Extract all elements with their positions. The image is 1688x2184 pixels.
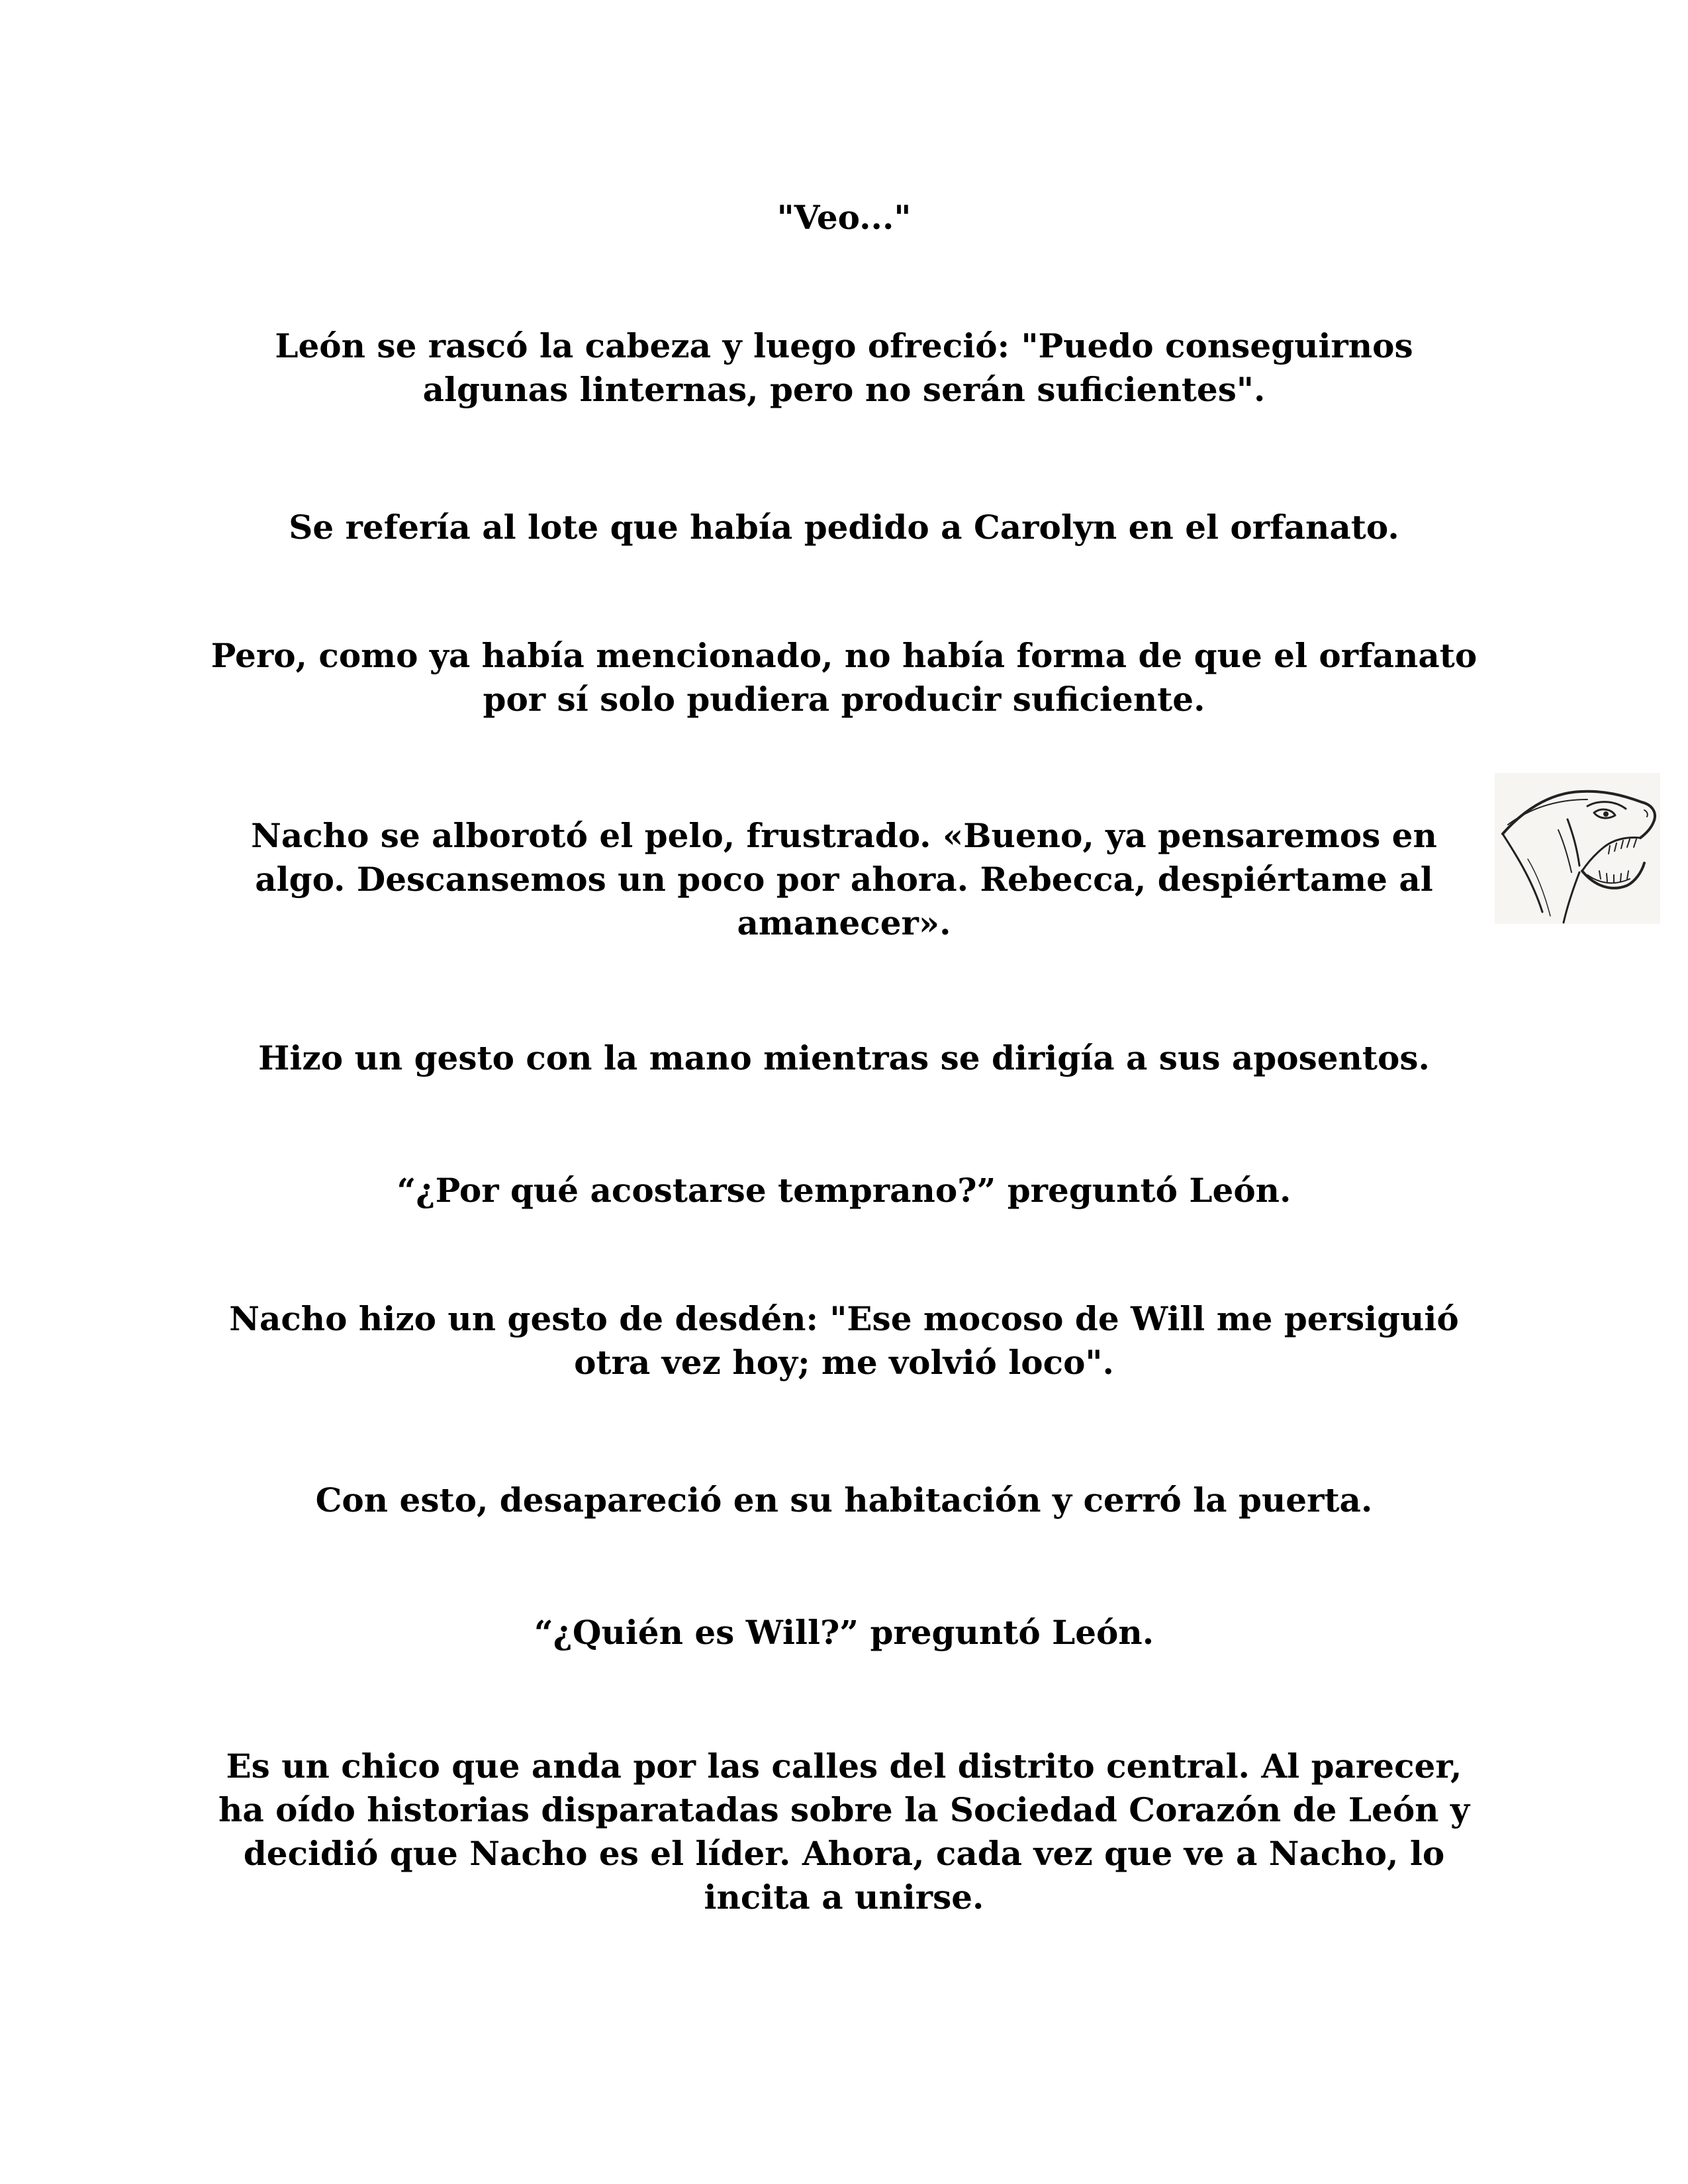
paragraph-2: León se rascó la cabeza y luego ofreció: "Puedo conseguirnos algunas linternas, pero no serán suficientes". [275, 326, 1413, 409]
paragraph-3: Se refería al lote que había pedido a Carolyn en el orfanato. [289, 508, 1399, 547]
paragraph-4: Pero, como ya había mencionado, no había forma de que el orfanato por sí solo pudiera producir suficiente. [211, 636, 1477, 719]
paragraph-8: Nacho hizo un gesto de desdén: "Ese mocoso de Will me persiguió otra vez hoy; me volvió loco". [229, 1299, 1459, 1382]
paragraph-5: Nacho se alborotó el pelo, frustrado. «Bueno, ya pensaremos en algo. Descansemos un poco por ahora. Rebecca, despiértame al amanecer». [251, 816, 1437, 942]
paragraph-1: "Veo..." [776, 198, 912, 237]
paragraph-9: Con esto, desapareció en su habitación y cerró la puerta. [315, 1480, 1373, 1520]
dinosaur-sketch-icon [1495, 773, 1660, 924]
paragraph-11: Es un chico que anda por las calles del distrito central. Al parecer, ha oído historias disparatadas sobre la Sociedad Corazón de León y decidió que Nacho es el líder. Ahora, cada vez que ve a Nacho, lo incita a unirse. [218, 1747, 1470, 1917]
paragraph-10: “¿Quién es Will?” preguntó León. [534, 1613, 1154, 1652]
paragraph-7: “¿Por qué acostarse temprano?” preguntó León. [397, 1171, 1291, 1210]
paragraph-6: Hizo un gesto con la mano mientras se dirigía a sus aposentos. [258, 1038, 1430, 1077]
